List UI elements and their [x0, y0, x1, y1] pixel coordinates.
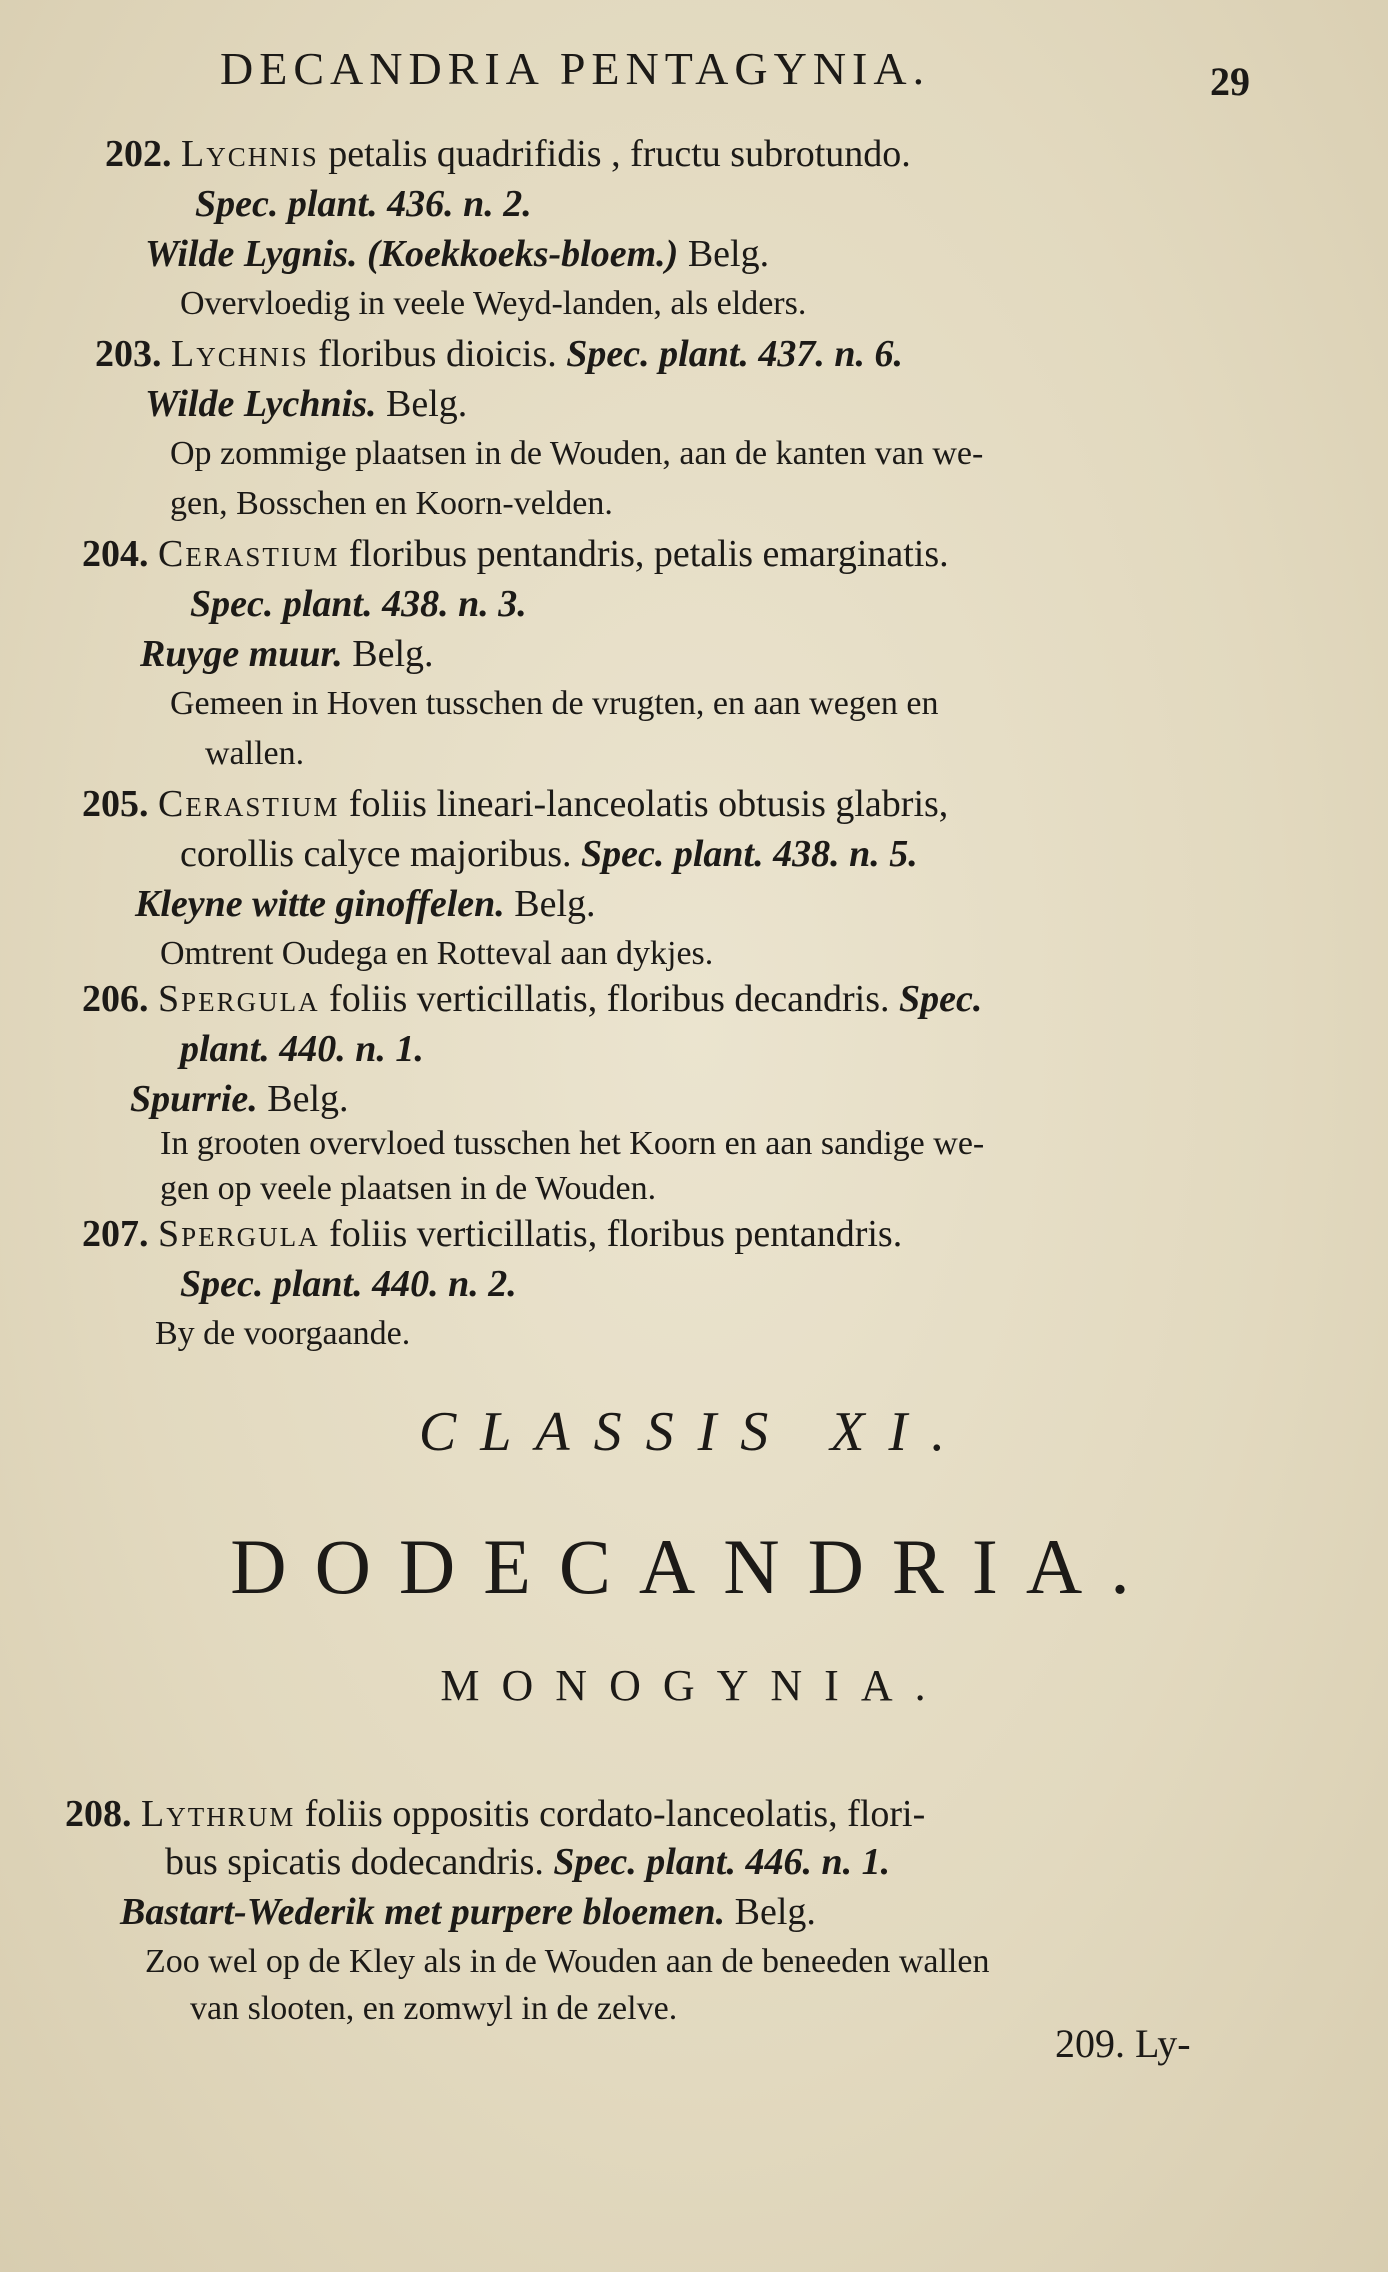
entry-text: By de voorgaande.	[155, 1315, 411, 1352]
lower-line	[65, 1790, 925, 1838]
vernacular-name: Ruyge muur.	[140, 633, 343, 675]
entry-text: floribus dioicis.	[308, 333, 567, 375]
upper-line	[190, 580, 527, 628]
entry-text: gen op veele plaatsen in de Wouden.	[160, 1170, 657, 1207]
upper-line	[82, 1210, 902, 1258]
italic-text: Spec. plant. 438. n. 5.	[581, 833, 918, 875]
order-heading: MONOGYNIA.	[440, 1661, 948, 1710]
entry-text: corollis calyce majoribus.	[180, 833, 581, 875]
language-tag: Belg.	[342, 633, 434, 675]
entry-text: Spec. plant. 438. n. 3.	[190, 583, 527, 625]
upper-line	[180, 830, 918, 878]
upper-line	[170, 430, 983, 478]
upper-line	[145, 380, 467, 428]
genus-name: Lychnis	[181, 133, 319, 175]
upper-line	[82, 780, 948, 828]
entry-text: wallen.	[205, 735, 305, 772]
entry-number: 208.	[65, 1793, 141, 1835]
entry-text: foliis verticillatis, floribus decandris.	[319, 978, 900, 1020]
upper-line	[180, 1260, 517, 1308]
upper-line	[180, 280, 806, 328]
upper-line	[135, 880, 596, 928]
upper-line	[95, 330, 903, 378]
page-number: 29	[1210, 59, 1250, 104]
class-name-heading: DODECANDRIA.	[230, 1523, 1158, 1610]
vernacular-name: Kleyne witte ginoffelen.	[135, 883, 505, 925]
entry-number: 207.	[82, 1213, 158, 1255]
lower-line	[145, 1938, 989, 1986]
entry-text: foliis verticillatis, floribus pentandris.	[319, 1213, 903, 1255]
lower-line	[190, 1985, 677, 2033]
italic-text: Spec. plant. 437. n. 6.	[566, 333, 904, 375]
running-head-title: DECANDRIA PENTAGYNIA.	[220, 43, 931, 94]
entry-text: foliis lineari-lanceolatis obtusis glabris,	[339, 783, 949, 825]
upper-line	[170, 480, 613, 528]
entry-number: 204.	[82, 533, 158, 575]
entry-text: floribus pentandris, petalis emarginatis.	[339, 533, 949, 575]
lower-line	[165, 1838, 890, 1886]
language-tag: Belg.	[376, 383, 468, 425]
upper-line	[140, 630, 434, 678]
upper-line	[105, 130, 911, 178]
lower-line	[120, 1888, 816, 1936]
vernacular-name: Wilde Lygnis. (Koekkoeks-bloem.)	[145, 233, 679, 275]
vernacular-name: Wilde Lychnis.	[145, 383, 377, 425]
entry-number: 206.	[82, 978, 158, 1020]
entry-text: Zoo wel op de Kley als in de Wouden aan de beneeden wallen	[145, 1943, 990, 1980]
vernacular-name: Bastart-Wederik met purpere bloemen.	[120, 1891, 726, 1933]
genus-name: Cerastium	[158, 783, 340, 825]
language-tag: Belg.	[725, 1891, 816, 1933]
entry-number: 203.	[95, 333, 171, 375]
entry-text: gen, Bosschen en Koorn-velden.	[170, 485, 613, 522]
italic-text: Spec.	[899, 978, 983, 1020]
entry-text: Spec. plant. 436. n. 2.	[195, 183, 532, 225]
entry-number: 205.	[82, 783, 158, 825]
entry-text: Gemeen in Hoven tusschen de vrugten, en aan wegen en	[170, 685, 939, 722]
entry-text: bus spicatis dodecandris.	[165, 1841, 554, 1883]
upper-line	[155, 1310, 410, 1358]
genus-name: Spergula	[158, 1213, 320, 1255]
genus-name: Lychnis	[171, 333, 309, 375]
entry-text: In grooten overvloed tusschen het Koorn en aan sandige we-	[160, 1125, 985, 1162]
language-tag: Belg.	[257, 1078, 349, 1120]
genus-name: Lythrum	[141, 1793, 296, 1835]
entry-number: 202.	[105, 133, 181, 175]
genus-name: Spergula	[158, 978, 320, 1020]
upper-line	[170, 680, 939, 728]
upper-line	[82, 975, 982, 1023]
entry-text: plant. 440. n. 1.	[180, 1028, 424, 1070]
genus-name: Cerastium	[158, 533, 340, 575]
upper-line	[160, 1120, 984, 1168]
entry-text: foliis oppositis cordato-lanceolatis, flori-	[295, 1793, 926, 1835]
upper-line	[205, 730, 304, 778]
upper-line	[160, 930, 713, 978]
italic-text: Spec. plant. 446. n. 1.	[553, 1841, 891, 1883]
running-head	[0, 38, 1388, 108]
entry-text: Spec. plant. 440. n. 2.	[180, 1263, 517, 1305]
upper-line	[160, 1165, 656, 1213]
upper-line	[82, 530, 949, 578]
entry-text: van slooten, en zomwyl in de zelve.	[190, 1990, 678, 2027]
upper-line	[130, 1075, 349, 1123]
entry-text: Overvloedig in veele Weyd-landen, als elders.	[180, 285, 807, 322]
upper-line	[195, 180, 532, 228]
catchword: 209. Ly-	[1055, 2021, 1191, 2066]
language-tag: Belg.	[504, 883, 596, 925]
entry-text: Op zommige plaatsen in de Wouden, aan de kanten van we-	[170, 435, 984, 472]
upper-line	[180, 1025, 424, 1073]
entry-text: Omtrent Oudega en Rotteval aan dykjes.	[160, 935, 714, 972]
upper-line	[145, 230, 769, 278]
language-tag: Belg.	[678, 233, 770, 275]
entry-text: petalis quadrifidis , fructu subrotundo.	[318, 133, 911, 175]
vernacular-name: Spurrie.	[130, 1078, 258, 1120]
classis-heading: CLASSIS XI.	[418, 1401, 970, 1463]
